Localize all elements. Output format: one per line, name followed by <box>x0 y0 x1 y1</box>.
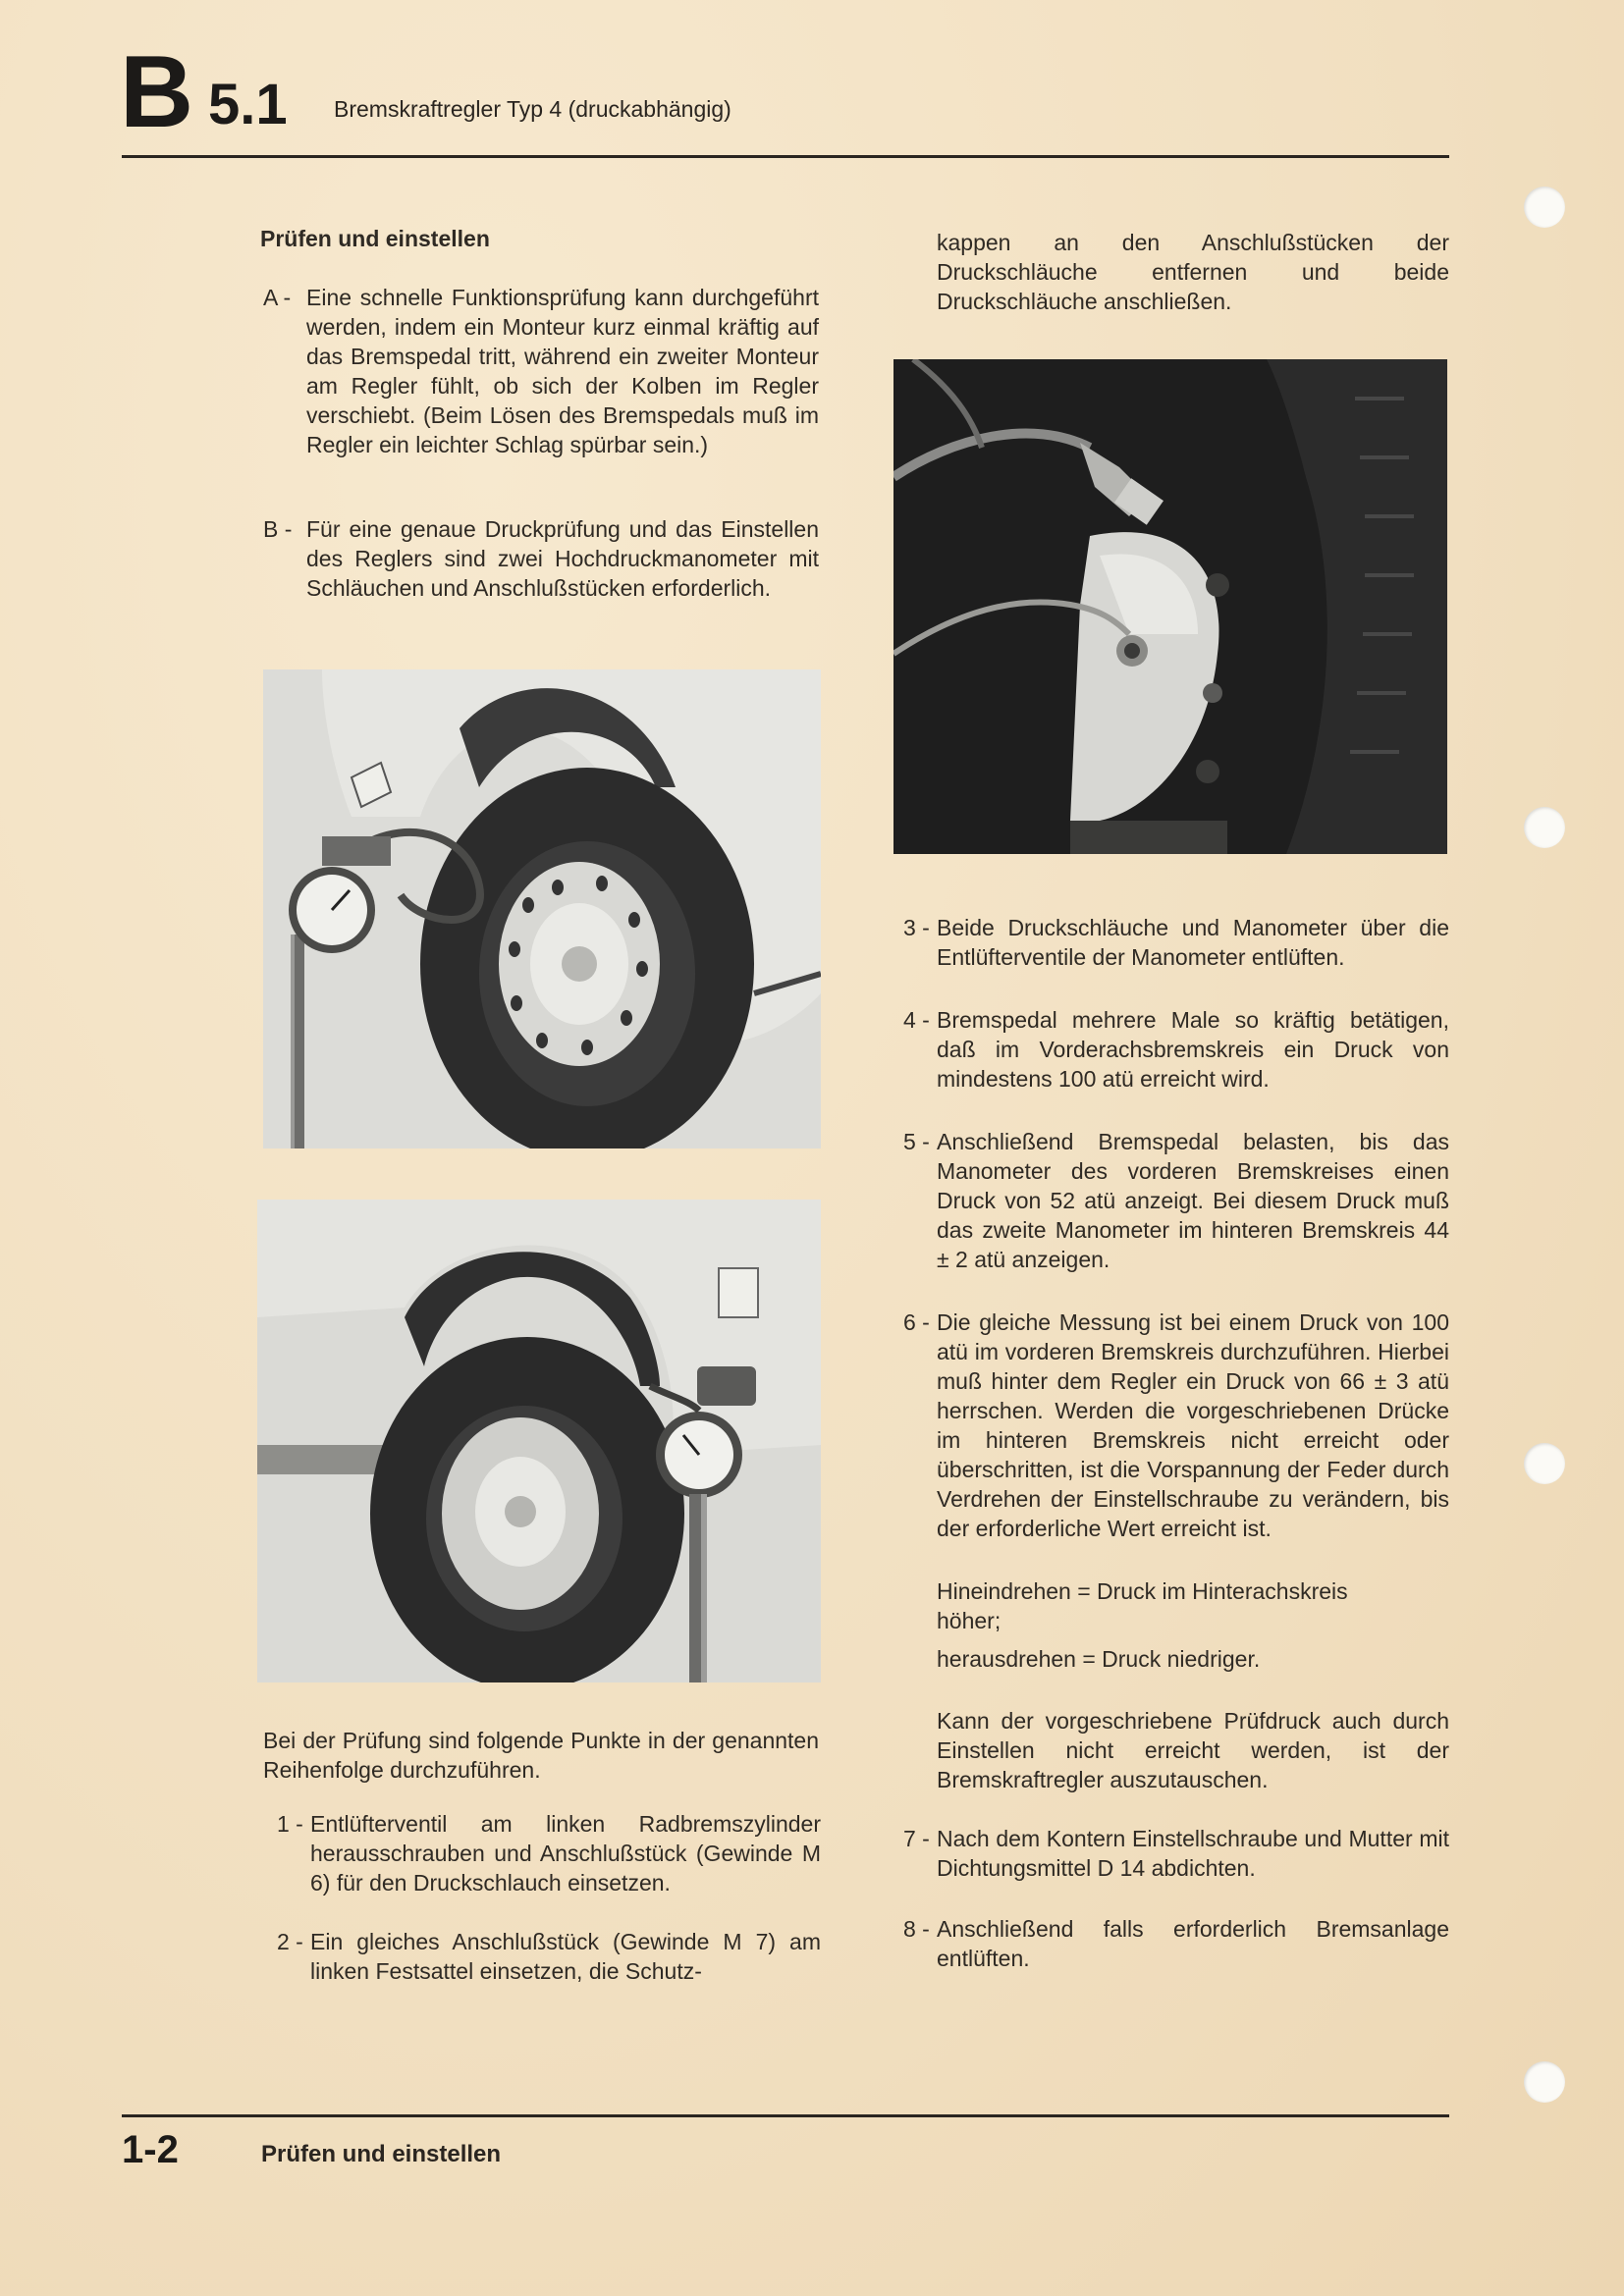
step-6-label: 6 - <box>903 1309 930 1335</box>
step-7-text: Nach dem Kontern Einstellschraube und Mutter mit Dichtungsmittel D 14 abdichten. <box>937 1826 1449 1881</box>
step-3-text: Beide Druckschläuche und Manometer über die Entlüfterventile der Manometer entlüften. <box>937 915 1449 970</box>
step-8 <box>903 1914 1449 1973</box>
step-1 <box>277 1809 821 1897</box>
step-3 <box>903 913 1449 972</box>
paragraph-b-label: B - <box>263 516 293 542</box>
header-rule <box>122 155 1449 158</box>
step-4 <box>903 1005 1449 1094</box>
binder-hole-bottom <box>1524 2061 1565 2103</box>
photo-rear-wheel-manometer-image <box>257 1200 821 1682</box>
photo-caliper-closeup-image <box>893 359 1447 854</box>
binder-hole-lower <box>1524 1443 1565 1484</box>
step-6 <box>903 1308 1449 1543</box>
step-5-label: 5 - <box>903 1129 930 1154</box>
paragraph-b-text: Für eine genaue Druckprüfung und das Einstellen des Reglers sind zwei Hochdruckmanometer mit Schläuchen und Anschlußstücken erforderlich. <box>306 516 819 601</box>
step-2-continuation: kappen an den Anschlußstücken der Druckschläuche entfernen und beide Druckschläuche anschließen. <box>937 230 1449 314</box>
photo-caliper-closeup <box>893 359 1447 854</box>
step-4-text: Bremspedal mehrere Male so kräftig betätigen, daß im Vorderachsbremskreis ein Druck von mindestens 100 atü erreicht wird. <box>937 1007 1449 1092</box>
footer-title: Prüfen und einstellen <box>261 2141 502 2167</box>
binder-hole-upper <box>1524 807 1565 848</box>
step-1-text: Entlüfterventil am linken Radbremszylinder herausschrauben und Anschlußstück (Gewinde M 6) für den Druckschlauch einsetzen. <box>310 1811 821 1896</box>
section-number: 5.1 <box>208 73 288 136</box>
step-4-label: 4 - <box>903 1007 930 1033</box>
note-replace-regulator: Kann der vorgeschriebene Prüfdruck auch durch Einstellen nicht erreicht werden, ist der Bremskraftregler auszutauschen. <box>937 1708 1449 1792</box>
paragraph-a-label: A - <box>263 285 292 310</box>
paragraph-a-text: Eine schnelle Funktionsprüfung kann durchgeführt werden, indem ein Monteur kurz einmal kräftig auf das Bremspedal tritt, während ein zweiter Monteur am Regler fühlt, ob sich der Kolben im Regler verschiebt. (Beim Lösen des Bremspedals muß im Regler ein leichter Schlag spürbar sein.) <box>306 285 819 457</box>
photo-rear-wheel-manometer <box>257 1200 821 1682</box>
step-2-label: 2 - <box>277 1929 303 1954</box>
photo-front-wheel-manometer-image <box>263 669 821 1148</box>
page-title: Bremskraftregler Typ 4 (druckabhängig) <box>334 96 731 122</box>
step-8-text: Anschließend falls erforderlich Bremsanlage entlüften. <box>937 1916 1449 1971</box>
step-5-text: Anschließend Bremspedal belasten, bis das Manometer des vorderen Bremskreises einen Druck von 52 atü anzeigt. Bei diesem Druck muß das zweite Manometer im hinteren Bremskreis 44 ± 2 atü anzeigen. <box>937 1129 1449 1272</box>
step-1-label: 1 - <box>277 1811 303 1837</box>
step-2 <box>277 1927 821 1986</box>
footer-rule <box>122 2114 1449 2117</box>
step-2-text: Ein gleiches Anschlußstück (Gewinde M 7) am linken Festsattel einsetzen, die Schutz- <box>310 1929 821 1984</box>
section-heading: Prüfen und einstellen <box>260 226 490 251</box>
photo-front-wheel-manometer <box>263 669 821 1148</box>
paragraph-b <box>263 514 819 603</box>
step-7 <box>903 1824 1449 1883</box>
step-5 <box>903 1127 1449 1274</box>
step-3-label: 3 - <box>903 915 930 940</box>
note-screw-out: herausdrehen = Druck niedriger. <box>937 1646 1261 1672</box>
paragraph-a <box>263 283 819 459</box>
page-number: 1-2 <box>122 2128 179 2171</box>
step-6-text: Die gleiche Messung ist bei einem Druck von 100 atü im vorderen Bremskreis durchzuführen. Hierbei muß hinter dem Regler ein Druck von 66 ± 3 atü herrschen. Werden die vorgeschriebenen Drücke im hinteren Bremskreis nicht erreicht oder überschritten, ist die Vorspannung der Feder durch Verdrehen der Einstellschraube zu verändern, bis der erforderliche Wert erreicht ist. <box>937 1309 1449 1541</box>
step-7-label: 7 - <box>903 1826 930 1851</box>
note-screw-in: Hineindrehen = Druck im Hinterachskreis höher; <box>937 1578 1348 1633</box>
step-8-label: 8 - <box>903 1916 930 1942</box>
binder-hole-top <box>1524 187 1565 228</box>
procedure-intro: Bei der Prüfung sind folgende Punkte in der genannten Reihenfolge durchzuführen. <box>263 1728 819 1783</box>
section-letter: B <box>120 35 192 149</box>
